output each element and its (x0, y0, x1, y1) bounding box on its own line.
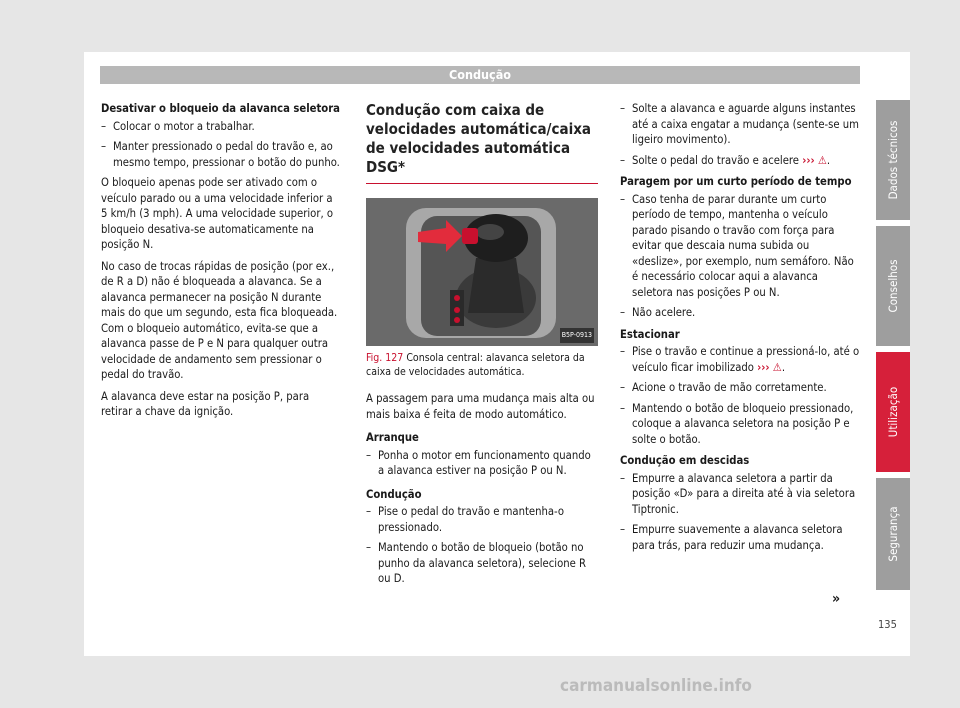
list-item: – Manter pressionado o pedal do travão e, ao mesmo tempo, pressionar o botão do punho. (101, 139, 341, 170)
figure-gear-selector (366, 198, 598, 346)
list-item: – Mantendo o botão de bloqueio pressionado, coloque a alavanca seletora na posição P e solte o botão. (620, 401, 860, 448)
list-item-text: Pise o travão e continue a pressioná-lo, até o veículo ficar imobilizado (632, 345, 860, 374)
tab-seguranca[interactable] (876, 478, 910, 590)
page-number: 135 (878, 618, 897, 631)
paragraph: A alavanca deve estar na posição P, para retirar a chave da ignição. (101, 389, 310, 418)
warning-icon: ⚠ (772, 360, 782, 374)
cross-reference-link[interactable]: ››› (802, 153, 815, 167)
list-item: – Caso tenha de parar durante um curto período de tempo, mantenha o veículo parado pisando o travão com força para evitar que descaia numa subida ou «deslize», por exemplo, num semáforo. Não é necessário colocar aqui a alavanca seletora nas posições P ou N. (620, 192, 860, 301)
column-3 (620, 101, 860, 558)
paragraph: No caso de trocas rápidas de posição (por ex., de R a D) não é bloqueada a alavanca. Se a alavanca permanecer na posição N durante mais do que um segundo, esta fica bloqueada. Com o bloqueio automático, evita-se que a alavanca passe de P e N para qualquer outra velocidade de andamento sem pressionar o pedal do travão. (101, 259, 338, 381)
list-item: – Ponha o motor em funcionamento quando a alavanca estiver na posição P ou N. (366, 448, 598, 479)
footer-watermark: carmanualsonline.info (560, 676, 752, 696)
heading-paragem: Paragem por um curto período de tempo (620, 175, 852, 188)
tab-label: Segurança (886, 506, 900, 562)
section-title: Condução com caixa de velocidades automática/caixa de velocidades automática DSG* (366, 101, 598, 184)
list-item: – Empurre a alavanca seletora a partir da posição «D» para a direita até à via seletora Tiptronic. (620, 471, 860, 518)
list-item: – Pise o pedal do travão e mantenha-o pressionado. (366, 504, 598, 535)
list-item: – Acione o travão de mão corretamente. (620, 380, 860, 396)
tab-utilizacao[interactable] (876, 352, 910, 472)
section-header: Condução (100, 66, 860, 84)
figure-code: B5P-0913 (560, 328, 594, 344)
list-item: – Solte a alavanca e aguarde alguns instantes até a caixa engatar a mudança (sente-se um ligeiro movimento). (620, 101, 860, 148)
tab-dados-tecnicos[interactable] (876, 100, 910, 220)
continue-arrow-icon: » (832, 591, 841, 607)
intro-paragraph: A passagem para uma mudança mais alta ou mais baixa é feita de modo automático. (366, 392, 595, 421)
list-item: – Mantendo o botão de bloqueio (botão no punho da alavanca seletora), selecione R ou D. (366, 540, 598, 587)
list-item: – Pise o travão e continue a pressioná-lo, até o veículo ficar imobilizado ››› ⚠. (620, 344, 860, 375)
heading-descidas: Condução em descidas (620, 454, 750, 467)
tab-conselhos[interactable] (876, 226, 910, 346)
heading-conducao: Condução (366, 487, 422, 501)
list-item: – Não acelere. (620, 305, 860, 321)
column-2 (366, 101, 598, 592)
list-item: – Solte o pedal do travão e acelere ››› ⚠. (620, 153, 860, 169)
figure-caption (366, 352, 598, 379)
tab-label: Conselhos (886, 259, 900, 313)
heading-bloqueio: Desativar o bloqueio da alavanca seletora (101, 102, 340, 115)
tab-label: Utilização (886, 386, 900, 438)
tab-label: Dados técnicos (886, 120, 900, 200)
list-item: – Colocar o motor a trabalhar. (101, 119, 341, 135)
caption-text: Consola central: alavanca seletora da caixa de velocidades automática. (366, 352, 585, 378)
list-item-text: Solte o pedal do travão e acelere (632, 153, 799, 167)
heading-arranque: Arranque (366, 431, 419, 444)
paragraph: O bloqueio apenas pode ser ativado com o veículo parado ou a uma velocidade inferior a 5 km/h (3 mph). A uma velocidade superior, o bloqueio desativa-se automaticamente na posição N. (101, 176, 334, 251)
warning-icon: ⚠ (817, 153, 827, 167)
list-item: – Empurre suavemente a alavanca seletora para trás, para reduzir uma mudança. (620, 522, 860, 553)
column-1 (101, 101, 341, 426)
gear-lever-illustration (366, 198, 598, 346)
heading-estacionar: Estacionar (620, 327, 680, 341)
cross-reference-link[interactable]: ››› (757, 360, 770, 374)
figure-label: Fig. 127 (366, 352, 404, 364)
